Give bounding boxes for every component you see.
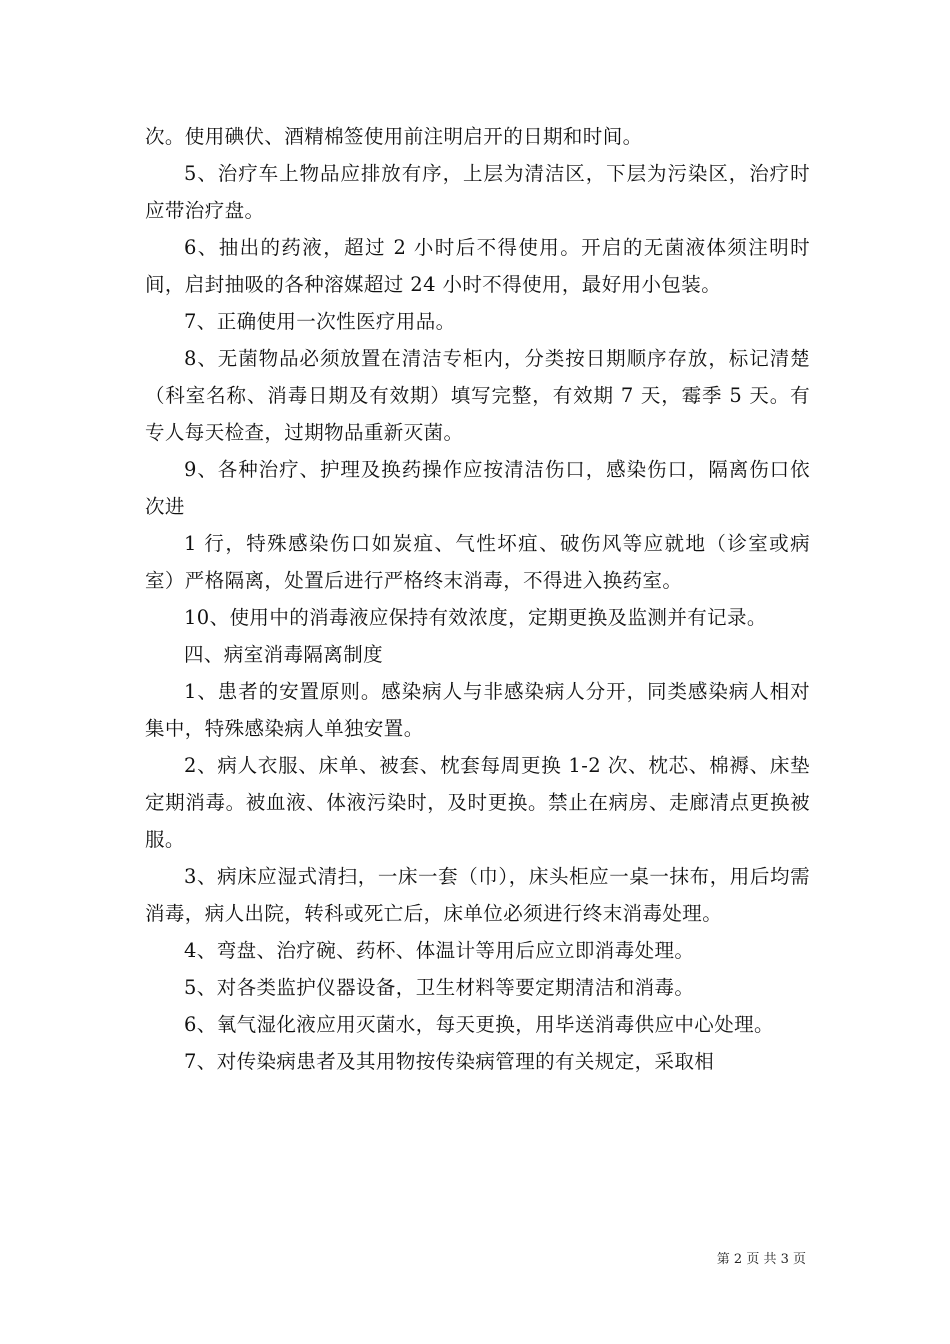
page-number: 第 2 页 共 3 页 (716, 1252, 806, 1267)
paragraph: 7、对传染病患者及其用物按传染病管理的有关规定，采取相 (184, 1050, 715, 1073)
paragraph: 9、各种治疗、护理及换药操作应按清洁伤口，感染伤口，隔离伤口依次进 (145, 458, 810, 518)
paragraph: 5、治疗车上物品应排放有序，上层为清洁区，下层为污染区，治疗时应带治疗盘。 (145, 162, 810, 222)
paragraph: 6、抽出的药液，超过 2 小时后不得使用。开启的无菌液体须注明时间，启封抽吸的各种溶媒超过 24 小时不得使用，最好用小包装。 (145, 236, 810, 296)
paragraph: 8、无菌物品必须放置在清洁专柜内，分类按日期顺序存放，标记清楚（科室名称、消毒日期及有效期）填写完整，有效期 7 天，霉季 5 天。有专人每天检查，过期物品重新灭菌。 (145, 347, 810, 444)
paragraph: 1、患者的安置原则。感染病人与非感染病人分开，同类感染病人相对集中，特殊感染病人单独安置。 (145, 680, 810, 740)
section-heading: 四、病室消毒隔离制度 (184, 643, 384, 666)
paragraph: 6、氧气湿化液应用灭菌水，每天更换，用毕送消毒供应中心处理。 (184, 1013, 774, 1036)
paragraph: 5、对各类监护仪器设备，卫生材料等要定期清洁和消毒。 (184, 976, 695, 999)
paragraph: 2、病人衣服、床单、被套、枕套每周更换 1-2 次、枕芯、棉褥、床垫定期消毒。被血液、体液污染时，及时更换。禁止在病房、走廊清点更换被服。 (145, 754, 810, 851)
paragraph: 3、病床应湿式清扫，一床一套（巾），床头柜应一桌一抹布，用后均需消毒，病人出院，转科或死亡后，床单位必须进行终末消毒处理。 (145, 865, 810, 925)
paragraph: 7、正确使用一次性医疗用品。 (184, 310, 456, 333)
paragraph: 4、弯盘、治疗碗、药杯、体温计等用后应立即消毒处理。 (184, 939, 695, 962)
paragraph: 次。使用碘伏、酒精棉签使用前注明启开的日期和时间。 (145, 125, 643, 148)
paragraph: 1 行，特殊感染伤口如炭疽、气性坏疽、破伤风等应就地（诊室或病室）严格隔离，处置后进行严格终末消毒，不得进入换药室。 (145, 532, 810, 592)
document-body (145, 118, 810, 1080)
paragraph: 10、使用中的消毒液应保持有效浓度，定期更换及监测并有记录。 (184, 606, 767, 629)
